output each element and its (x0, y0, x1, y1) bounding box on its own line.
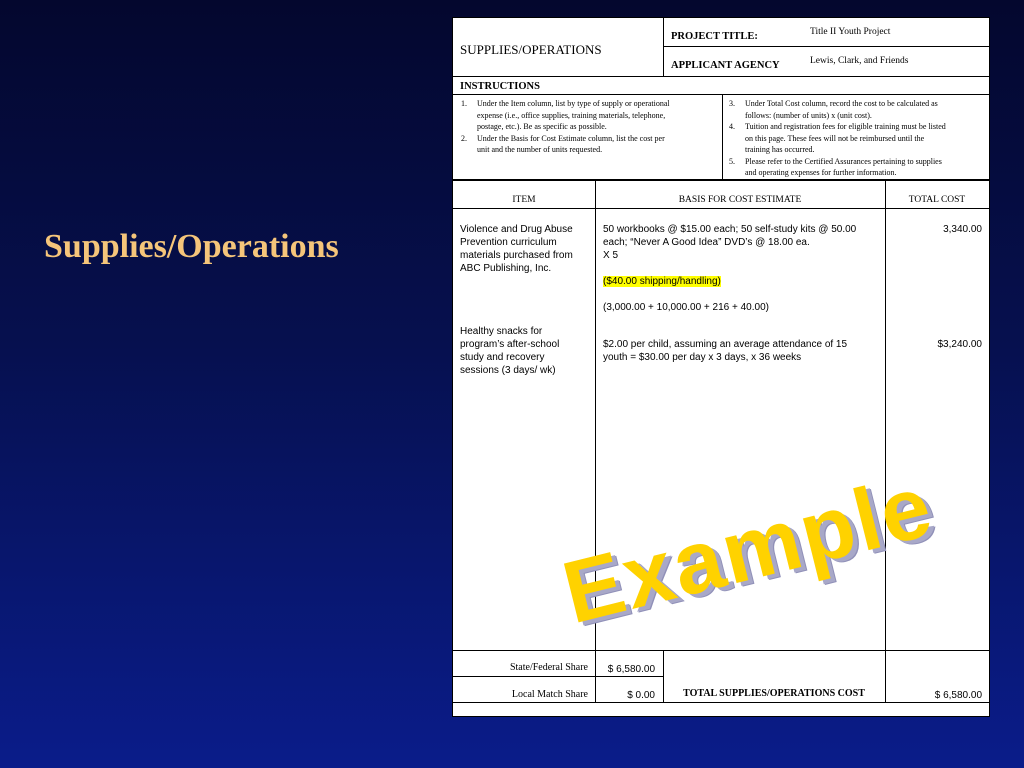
instructions-left (461, 98, 719, 156)
basis-line: youth = $30.00 per day x 3 days, x 36 weeks (603, 352, 802, 363)
item-line: materials purchased from (460, 250, 573, 261)
basis-sum: (3,000.00 + 10,000.00 + 216 + 40.00) (603, 302, 769, 313)
local-share-value: $ 0.00 (627, 690, 655, 701)
instruction-line: follows: (number of units) x (unit cost). (745, 110, 872, 120)
basis-line: $2.00 per child, assuming an average attendance of 15 (603, 339, 848, 350)
footer-bottom-line (453, 702, 989, 703)
federal-share-value: $ 6,580.00 (607, 664, 655, 675)
column-header-line (453, 208, 989, 209)
total-column-divider (885, 179, 886, 650)
instruction-line: postage, etc.). Be as specific as possible. (477, 122, 607, 131)
example-watermark: Example (553, 455, 943, 643)
table-row-total: 3,340.00 (943, 224, 982, 235)
table-row-basis (603, 338, 883, 364)
instruction-item (729, 156, 987, 179)
instruction-line: Please refer to the Certified Assurances pertaining to supplies (745, 156, 942, 166)
total-cost-label: TOTAL SUPPLIES/OPERATIONS COST (683, 688, 865, 699)
instruction-line: Under Total Cost column, record the cost to be calculated as (745, 99, 938, 108)
item-line: Prevention curriculum (460, 237, 557, 248)
table-row-total: $3,240.00 (937, 339, 982, 350)
instruction-line: training has occurred. (745, 145, 815, 154)
item-line: sessions (3 days/ wk) (460, 365, 556, 376)
item-line: ABC Publishing, Inc. (460, 263, 552, 274)
footer-mid-line (453, 676, 663, 677)
footer-top-line (453, 650, 989, 651)
federal-share-label: State/Federal Share (509, 662, 588, 673)
instructions-right (729, 98, 987, 179)
instruction-item (461, 133, 719, 156)
form-title: SUPPLIES/OPERATIONS (460, 42, 602, 57)
header-row-divider (663, 46, 989, 47)
local-share-label: Local Match Share (511, 689, 588, 700)
instruction-number: 1. (461, 99, 467, 108)
instructions-top-line (453, 76, 989, 77)
column-header-total: TOTAL COST (908, 195, 966, 205)
basis-line: each; “Never A Good Idea” DVD’s @ 18.00 ea. (603, 237, 810, 248)
project-title-value: Title II Youth Project (810, 27, 891, 37)
instruction-line: on this page. These fees will not be reimbursed until the (745, 133, 925, 143)
instruction-item (729, 98, 987, 121)
table-row-basis (603, 223, 883, 314)
supplies-operations-form (452, 17, 990, 717)
instruction-line: unit and the number of units requested. (477, 145, 603, 154)
header-divider (663, 18, 664, 76)
instruction-line: expense (i.e., office supplies, training materials, telephone, (477, 110, 666, 120)
instruction-line: Tuition and registration fees for eligible training must be listed (745, 122, 946, 131)
instruction-line: and operating expenses for further information. (745, 168, 897, 177)
table-row-item (460, 325, 592, 377)
instruction-number: 4. (729, 122, 735, 131)
instructions-divider (722, 94, 723, 179)
project-title-label: PROJECT TITLE: (671, 31, 758, 42)
applicant-agency-value: Lewis, Clark, and Friends (810, 56, 909, 66)
instruction-item (729, 121, 987, 156)
item-line: Healthy snacks for (460, 326, 543, 337)
instruction-number: 5. (729, 156, 735, 166)
column-header-item: ITEM (512, 195, 536, 205)
basis-line: 50 workbooks @ $15.00 each; 50 self-study kits @ 50.00 (603, 224, 857, 235)
instruction-item (461, 98, 719, 133)
item-line: program’s after-school (460, 339, 560, 350)
table-row-item (460, 223, 592, 275)
instruction-number: 3. (729, 99, 735, 108)
total-cost-value: $ 6,580.00 (934, 690, 982, 701)
instructions-heading-line (453, 94, 989, 95)
shipping-highlight: ($40.00 shipping/handling) (603, 276, 721, 287)
table-top-line (453, 179, 989, 181)
applicant-agency-label: APPLICANT AGENCY (671, 60, 780, 71)
item-line: study and recovery (460, 352, 545, 363)
column-header-basis: BASIS FOR COST ESTIMATE (678, 195, 802, 205)
item-line: Violence and Drug Abuse (460, 224, 573, 235)
slide-title: Supplies/Operations (44, 228, 339, 265)
instruction-line: Under the Basis for Cost Estimate column, list the cost per (477, 133, 665, 143)
instructions-heading: INSTRUCTIONS (460, 81, 540, 92)
basis-line: X 5 (603, 250, 619, 261)
instruction-line: Under the Item column, list by type of supply or operational (477, 99, 670, 108)
instruction-number: 2. (461, 133, 467, 143)
